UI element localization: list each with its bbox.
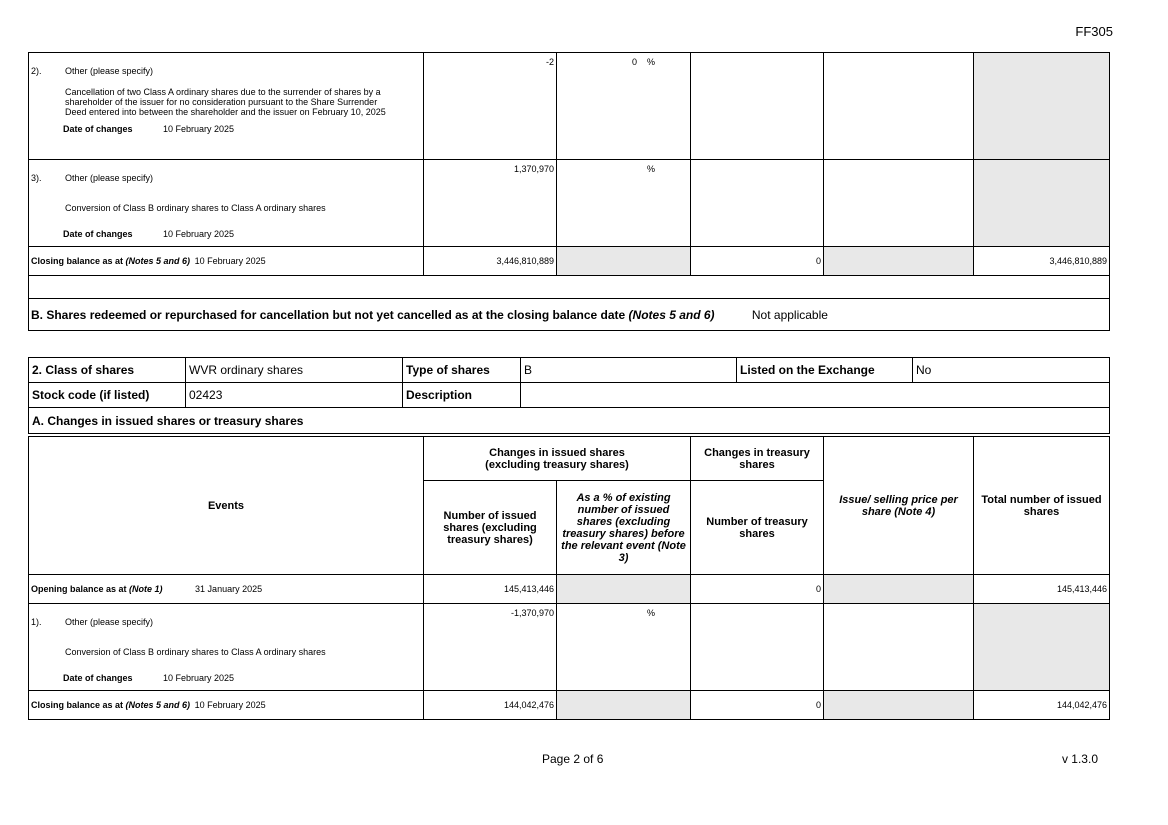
event-3-title: Other (please specify) [65,173,154,183]
event-2-issued-change: -2 [424,53,557,160]
opening-label-cell [29,575,424,604]
event-2-pct-sign: % [646,57,655,67]
event-3-pct-sign: % [646,164,655,174]
listed-label: Listed on the Exchange [737,358,913,383]
event-b1-issued-change: -1,370,970 [424,604,557,691]
opening-total: 145,413,446 [974,575,1110,604]
closing-b-price [824,691,974,720]
opening-pct [557,575,691,604]
closing-b-label-cell [29,691,424,720]
closing-total: 3,446,810,889 [974,247,1110,276]
closing-b-date: 10 February 2025 [194,700,266,710]
redeemed-value: Not applicable [751,307,828,322]
opening-issued: 145,413,446 [424,575,557,604]
event-b1-pct-cell [557,604,691,691]
header-treasury-group: Changes in treasury shares [691,437,824,481]
event-2-pct-value: 0 [631,57,637,67]
closing-label: Closing balance as at [31,256,126,266]
class-b-changes-table [28,436,1110,720]
event-3-index: 3). [31,173,42,183]
spacer-row [29,276,1110,299]
event-3-issued-change: 1,370,970 [424,160,557,247]
event-b1-total [974,604,1110,691]
header-total: Total number of issued shares [974,437,1110,575]
event-2-treasury [691,53,824,160]
class-of-shares-value: WVR ordinary shares [186,358,403,383]
closing-treasury: 0 [691,247,824,276]
event-2-index: 2). [31,66,42,76]
class-a-continuation-table [28,52,1110,331]
event-2-total [974,53,1110,160]
closing-pct [557,247,691,276]
opening-label: Opening balance as at [31,584,130,594]
closing-notes: (Notes 5 and 6) [125,256,191,266]
form-code: FF305 [1075,24,1113,39]
event-b1-pct-sign: % [646,608,655,618]
header-events: Events [29,437,424,575]
event-3-total [974,160,1110,247]
closing-b-treasury: 0 [691,691,824,720]
opening-date: 31 January 2025 [195,584,263,594]
event-b1-date: 10 February 2025 [163,673,235,683]
event-b1-date-label: Date of changes [63,673,133,683]
closing-balance-label-cell [29,247,424,276]
event-3-description: Conversion of Class B ordinary shares to Class A ordinary shares [65,203,326,213]
event-b1-title: Other (please specify) [65,617,154,627]
event-b1-cell [29,604,424,691]
closing-b-label: Closing balance as at [31,700,126,710]
event-b1-treasury [691,604,824,691]
redeemed-row [29,299,1110,331]
event-2-date-label: Date of changes [63,124,133,134]
header-price: Issue/ selling price per share (Note 4) [824,437,974,575]
event-2-description: Cancellation of two Class A ordinary shares due to the surrender of shares by a shareholder of the issuer for no consideration pursuant to the Share Surrender Deed entered into between the shareholder and the issuer on February 10, 2025 [65,87,386,117]
event-2-price [824,53,974,160]
version: v 1.3.0 [1061,752,1098,766]
closing-issued: 3,446,810,889 [424,247,557,276]
listed-value: No [913,358,1110,383]
event-2-pct-cell [557,53,691,160]
closing-b-notes: (Notes 5 and 6) [125,700,191,710]
description-label: Description [403,383,521,408]
redeemed-notes: (Notes 5 and 6) [628,307,715,322]
class-b-header-table [28,357,1110,434]
event-b1-price [824,604,974,691]
header-issued-group: Changes in issued shares (excluding treasury shares) [424,437,691,481]
event-3-treasury [691,160,824,247]
header-pct-existing: As a % of existing number of issued shares (excluding treasury shares) before the relevant event (Note 3) [557,481,691,575]
opening-treasury: 0 [691,575,824,604]
closing-b-pct [557,691,691,720]
event-3-price [824,160,974,247]
closing-b-issued: 144,042,476 [424,691,557,720]
page-number: Page 2 of 6 [542,752,604,766]
closing-price [824,247,974,276]
opening-price [824,575,974,604]
event-3-date-label: Date of changes [63,229,133,239]
event-3-date: 10 February 2025 [163,229,235,239]
type-of-shares-value: B [521,358,737,383]
class-of-shares-label: 2. Class of shares [29,358,186,383]
event-2-title: Other (please specify) [65,66,154,76]
event-b1-index: 1). [31,617,42,627]
header-num-issued: Number of issued shares (excluding treasury shares) [424,481,557,575]
changes-title: A. Changes in issued shares or treasury shares [29,408,1110,434]
event-3-pct-cell [557,160,691,247]
event-b1-description: Conversion of Class B ordinary shares to Class A ordinary shares [65,647,326,657]
closing-b-total: 144,042,476 [974,691,1110,720]
description-value [521,383,1110,408]
event-2-date: 10 February 2025 [163,124,235,134]
event-3-cell [29,160,424,247]
opening-notes: (Note 1) [129,584,163,594]
header-num-treasury: Number of treasury shares [691,481,824,575]
redeemed-label: B. Shares redeemed or repurchased for cancellation but not yet cancelled as at the closing balance date [31,307,629,322]
stock-code-label: Stock code (if listed) [29,383,186,408]
stock-code-value: 02423 [186,383,403,408]
closing-date: 10 February 2025 [194,256,266,266]
event-2-cell [29,53,424,160]
type-of-shares-label: Type of shares [403,358,521,383]
